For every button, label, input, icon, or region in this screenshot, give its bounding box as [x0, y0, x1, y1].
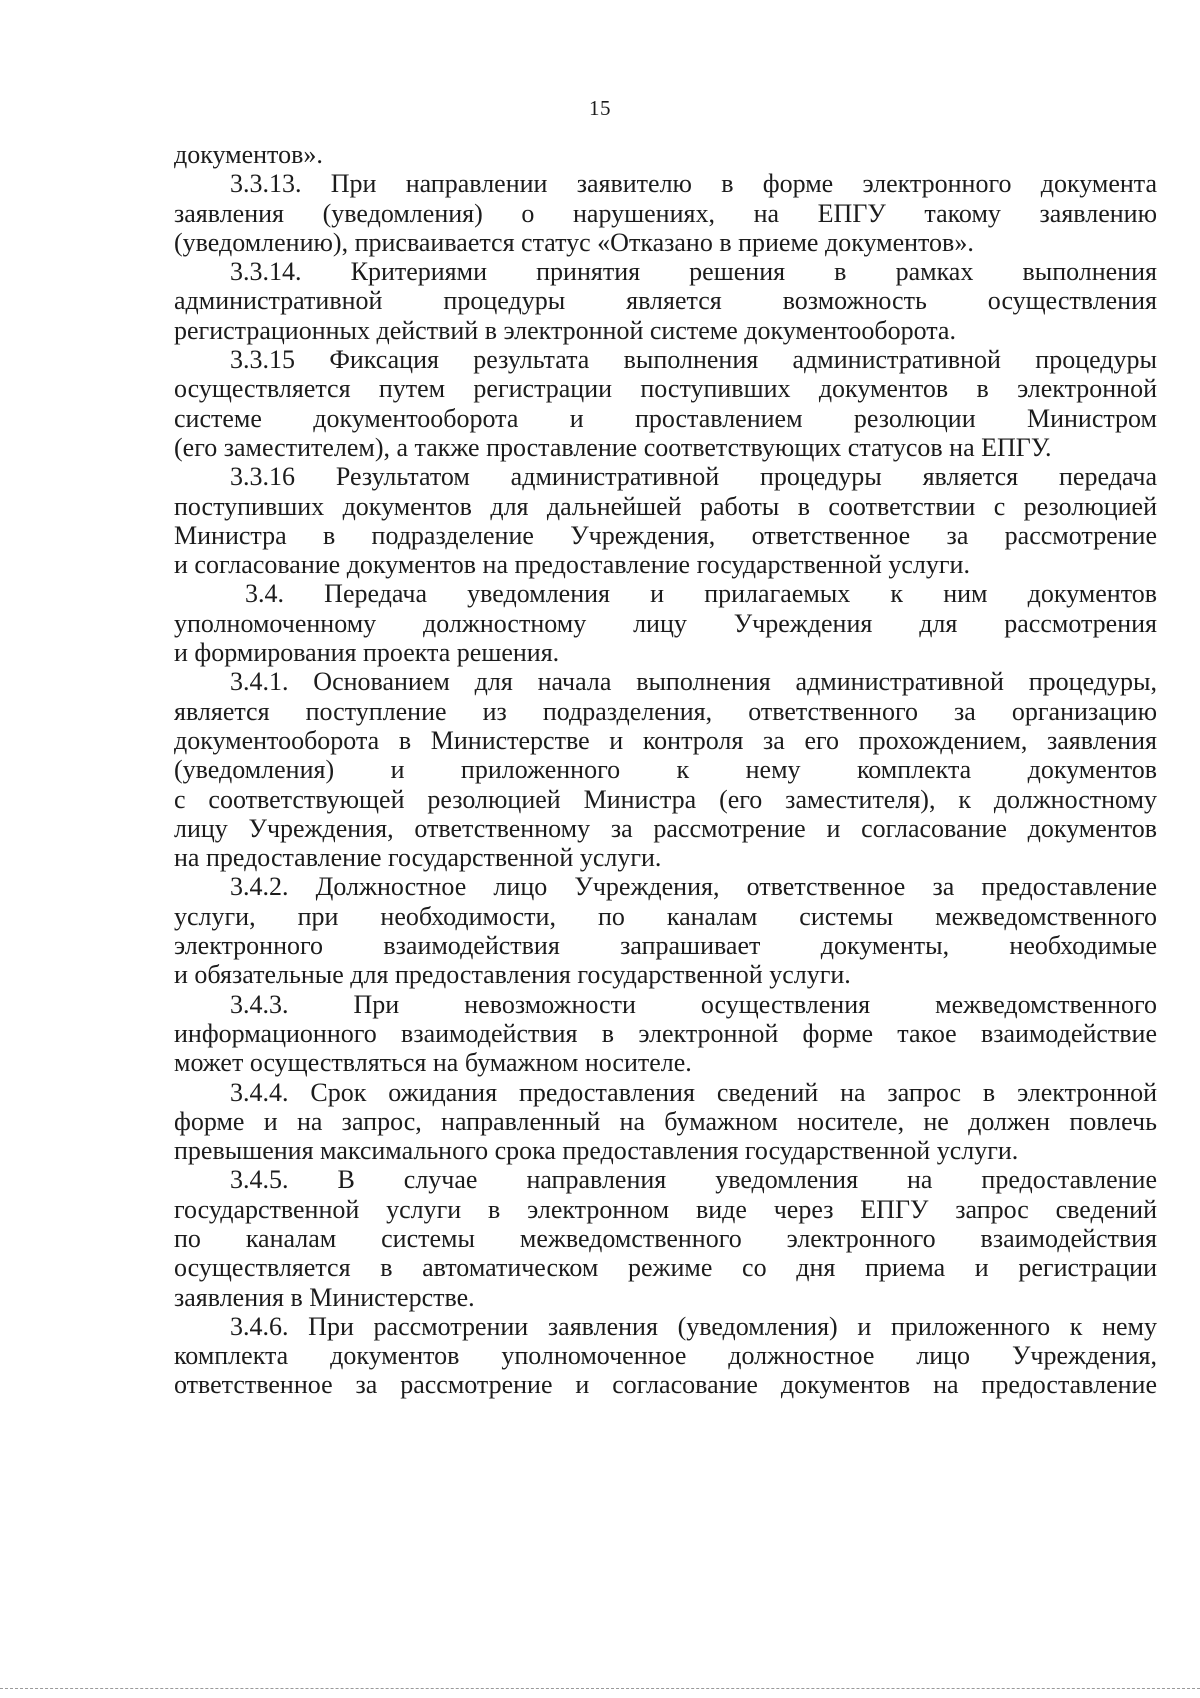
text-line: услуги, при необходимости, по каналам системы межведомственного	[174, 901, 1157, 931]
text-line: с соответствующей резолюцией Министра (его заместителя), к должностному	[174, 784, 1157, 814]
paragraph-start-3-4-2: 3.4.2. Должностное лицо Учреждения, ответственное за предоставление	[230, 872, 1157, 902]
text-line: и формирования проекта решения.	[174, 638, 560, 668]
text-line: регистрационных действий в электронной системе документооборота.	[174, 315, 956, 345]
paragraph-start-3-3-15: 3.3.15 Фиксация результата выполнения административной процедуры	[230, 345, 1157, 375]
text-line: Министра в подразделение Учреждения, ответственное за рассмотрение	[174, 520, 1157, 550]
paragraph-start-3-4-6: 3.4.6. При рассмотрении заявления (уведомления) и приложенного к нему	[230, 1311, 1157, 1341]
text-line: поступивших документов для дальнейшей работы в соответствии с резолюцией	[174, 491, 1157, 521]
text-line: документов».	[174, 140, 323, 169]
paragraph-start-3-3-16: 3.3.16 Результатом административной процедуры является передача	[230, 462, 1157, 492]
text-line: административной процедуры является возможность осуществления	[174, 286, 1157, 316]
paragraph-start-3-4-4: 3.4.4. Срок ожидания предоставления сведений на запрос в электронной	[230, 1077, 1157, 1107]
text-line: и обязательные для предоставления государственной услуги.	[174, 960, 851, 990]
text-line: лицу Учреждения, ответственному за рассмотрение и согласование документов	[174, 813, 1157, 843]
paragraph-start-3-4-3: 3.4.3. При невозможности осуществления межведомственного	[230, 989, 1157, 1019]
scan-edge-line	[0, 1688, 1200, 1689]
text-line: и согласование документов на предоставление государственной услуги.	[174, 550, 970, 580]
paragraph-start-3-4-1: 3.4.1. Основанием для начала выполнения административной процедуры,	[230, 667, 1157, 697]
text-line: комплекта документов уполномоченное должностное лицо Учреждения,	[174, 1341, 1157, 1371]
text-line: превышения максимального срока предоставления государственной услуги.	[174, 1136, 1019, 1166]
text-line: информационного взаимодействия в электронной форме такое взаимодействие	[174, 1018, 1157, 1048]
text-line: осуществляется путем регистрации поступивших документов в электронной	[174, 374, 1157, 404]
paragraph-start-3-3-13: 3.3.13. При направлении заявителю в форме электронного документа	[230, 169, 1157, 199]
text-line: уполномоченному должностному лицу Учреждения для рассмотрения	[174, 608, 1157, 638]
text-line: по каналам системы межведомственного электронного взаимодействия	[174, 1223, 1157, 1253]
text-line: (его заместителем), а также проставление соответствующих статусов на ЕПГУ.	[174, 432, 1052, 462]
text-line: (уведомлению), присваивается статус «Отказано в приеме документов».	[174, 227, 974, 257]
text-line: является поступление из подразделения, ответственного за организацию	[174, 696, 1157, 726]
text-line: (уведомления) и приложенного к нему комплекта документов	[174, 755, 1157, 785]
text-line: системе документооборота и проставлением резолюции Министром	[174, 403, 1157, 433]
page-number: 15	[589, 96, 611, 120]
text-line: форме и на запрос, направленный на бумажном носителе, не должен повлечь	[174, 1106, 1157, 1136]
text-line: осуществляется в автоматическом режиме со дня приема и регистрации	[174, 1253, 1157, 1283]
paragraph-start-3-4-5: 3.4.5. В случае направления уведомления на предоставление	[230, 1165, 1157, 1195]
text-line: заявления (уведомления) о нарушениях, на ЕПГУ такому заявлению	[174, 198, 1157, 228]
paragraph-start-3-3-14: 3.3.14. Критериями принятия решения в рамках выполнения	[230, 257, 1157, 287]
text-line: может осуществляться на бумажном носителе.	[174, 1048, 692, 1078]
text-line: заявления в Министерстве.	[174, 1282, 475, 1312]
text-line: ответственное за рассмотрение и согласование документов на предоставление	[174, 1370, 1157, 1400]
text-line: электронного взаимодействия запрашивает документы, необходимые	[174, 931, 1157, 961]
text-line: на предоставление государственной услуги.	[174, 843, 662, 873]
text-line: документооборота в Министерстве и контроля за его прохождением, заявления	[174, 725, 1157, 755]
text-line: государственной услуги в электронном виде через ЕПГУ запрос сведений	[174, 1194, 1157, 1224]
section-heading-3-4: 3.4. Передача уведомления и прилагаемых к ним документов	[245, 579, 1157, 609]
document-body	[174, 140, 1157, 1400]
